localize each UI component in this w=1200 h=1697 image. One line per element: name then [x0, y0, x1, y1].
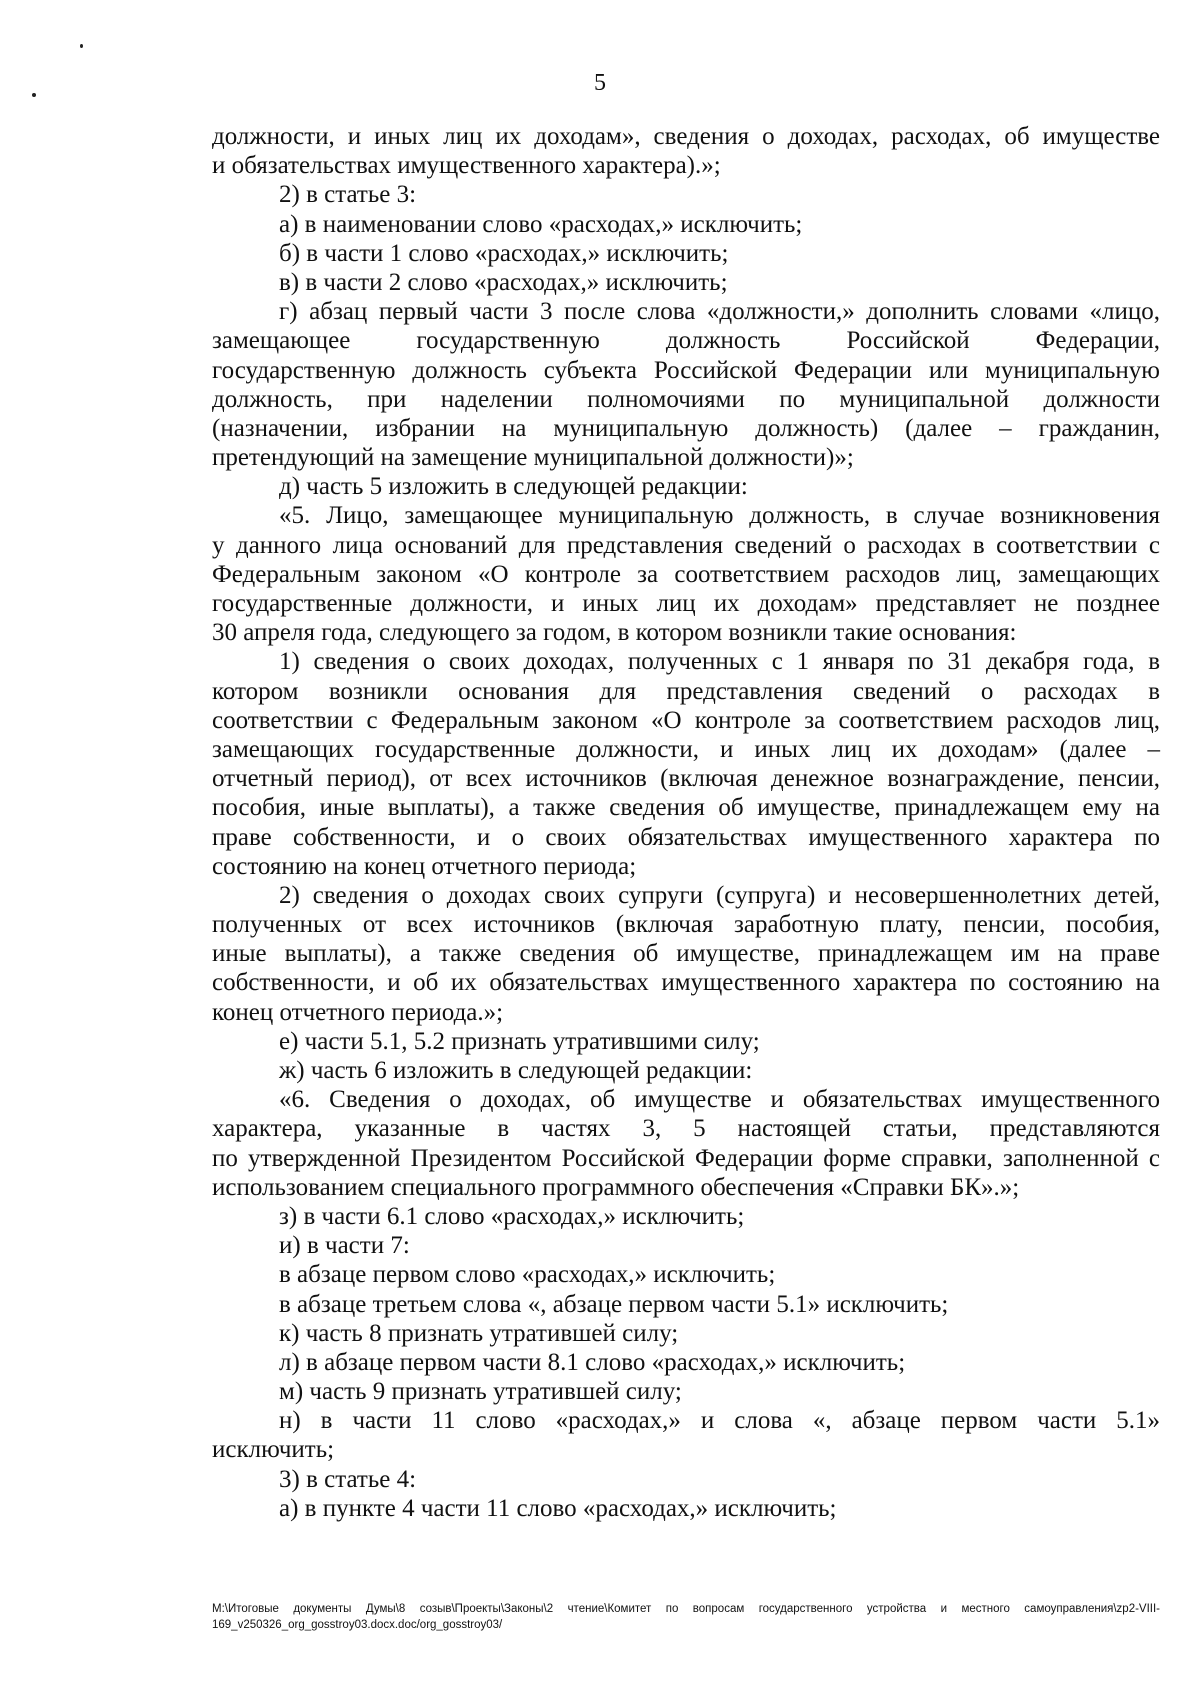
text-line: соответствии с Федеральным законом «О контроле за соответствием расходов лиц,	[212, 706, 1160, 734]
text-line: у данного лица оснований для представления сведений о расходах в соответствии с	[212, 531, 1160, 559]
text-line: з) в части 6.1 слово «расходах,» исключить;	[279, 1202, 745, 1230]
text-line: характера, указанные в частях 3, 5 настоящей статьи, представляются	[212, 1115, 1160, 1143]
document-body	[212, 122, 1160, 1523]
text-line: л) в абзаце первом части 8.1 слово «расходах,» исключить;	[279, 1348, 906, 1376]
text-line: к) часть 8 признать утратившей силу;	[279, 1319, 679, 1347]
text-line: (назначении, избрании на муниципальную должность) (далее – гражданин,	[212, 414, 1160, 442]
text-line: котором возникли основания для представления сведений о расходах в	[212, 677, 1160, 705]
text-line: 30 апреля года, следующего за годом, в котором возникли такие основания:	[212, 619, 1017, 647]
text-line: а) в наименовании слово «расходах,» исключить;	[279, 210, 803, 238]
page-number: 5	[594, 70, 606, 96]
text-line: конец отчетного периода.»;	[212, 998, 504, 1026]
text-line: 2) в статье 3:	[279, 181, 417, 209]
text-line: государственную должность субъекта Российской Федерации или муниципальную	[212, 356, 1160, 384]
text-line: 1) сведения о своих доходах, полученных с 1 января по 31 декабря года, в	[279, 648, 1160, 676]
text-line: государственные должности, и иных лиц их доходам» представляет не позднее	[212, 590, 1160, 617]
text-line: и) в части 7:	[279, 1232, 410, 1260]
text-line: Федеральным законом «О контроле за соответствием расходов лиц, замещающих	[212, 560, 1160, 588]
scan-mark	[80, 44, 83, 48]
text-line: исключить;	[212, 1436, 335, 1464]
text-line: должности, и иных лиц их доходам», сведения о доходах, расходах, об имуществе	[212, 123, 1160, 150]
text-line: в абзаце третьем слова «, абзаце первом части 5.1» исключить;	[279, 1290, 949, 1318]
text-line: в) в части 2 слово «расходах,» исключить;	[279, 268, 728, 296]
text-line: пособия, иные выплаты), а также сведения об имуществе, принадлежащем ему на	[212, 794, 1160, 822]
text-line: состоянию на конец отчетного периода;	[212, 852, 637, 880]
file-path-line: 169_v250326_org_gosstroy03.docx.doc/org_gosstroy03/	[212, 1619, 503, 1631]
text-line: ж) часть 6 изложить в следующей редакции:	[279, 1057, 753, 1084]
text-line: д) часть 5 изложить в следующей редакции:	[279, 473, 748, 501]
text-line: иные выплаты), а также сведения об имуществе, принадлежащем им на праве	[212, 940, 1160, 968]
text-line: «6. Сведения о доходах, об имуществе и обязательствах имущественного	[279, 1086, 1160, 1114]
text-line: г) абзац первый части 3 после слова «должности,» дополнить словами «лицо,	[279, 298, 1160, 326]
text-line: полученных от всех источников (включая заработную плату, пенсии, пособия,	[212, 911, 1160, 939]
file-path-line: M:\Итоговые документы Думы\8 созыв\Проекты\Законы\2 чтение\Комитет по вопросам государственного устройства и местного самоуправления\zp2-VIII-	[212, 1603, 1160, 1615]
text-line: 3) в статье 4:	[279, 1465, 417, 1493]
text-line: по утвержденной Президентом Российской Федерации форме справки, заполненной с	[212, 1144, 1160, 1172]
text-line: в абзаце первом слово «расходах,» исключить;	[279, 1261, 776, 1289]
text-line: собственности, и об их обязательствах имущественного характера по состоянию на	[212, 969, 1160, 997]
text-line: «5. Лицо, замещающее муниципальную должность, в случае возникновения	[279, 502, 1160, 530]
text-line: 2) сведения о доходах своих супруги (супруга) и несовершеннолетних детей,	[279, 881, 1160, 909]
text-line: праве собственности, и о своих обязательствах имущественного характера по	[212, 823, 1160, 851]
text-line: е) части 5.1, 5.2 признать утратившими силу;	[279, 1027, 760, 1055]
text-line: отчетный период), от всех источников (включая денежное вознаграждение, пенсии,	[212, 765, 1160, 793]
text-line: использованием специального программного обеспечения «Справки БК».»;	[212, 1173, 1020, 1201]
text-line: б) в части 1 слово «расходах,» исключить;	[279, 239, 729, 267]
text-line: претендующий на замещение муниципальной должности)»;	[212, 444, 854, 472]
text-line: м) часть 9 признать утратившей силу;	[279, 1378, 682, 1406]
text-line: замещающих государственные должности, и иных лиц их доходам» (далее –	[212, 735, 1160, 763]
text-line: замещающее государственную должность Российской Федерации,	[212, 327, 1160, 355]
text-line: н) в части 11 слово «расходах,» и слова «, абзаце первом части 5.1»	[279, 1407, 1160, 1435]
file-path-footer	[212, 1601, 1160, 1633]
text-line: должность, при наделении полномочиями по муниципальной должности	[212, 385, 1160, 413]
text-line: и обязательствах имущественного характера).»;	[212, 152, 721, 180]
text-line: а) в пункте 4 части 11 слово «расходах,» исключить;	[279, 1494, 837, 1522]
